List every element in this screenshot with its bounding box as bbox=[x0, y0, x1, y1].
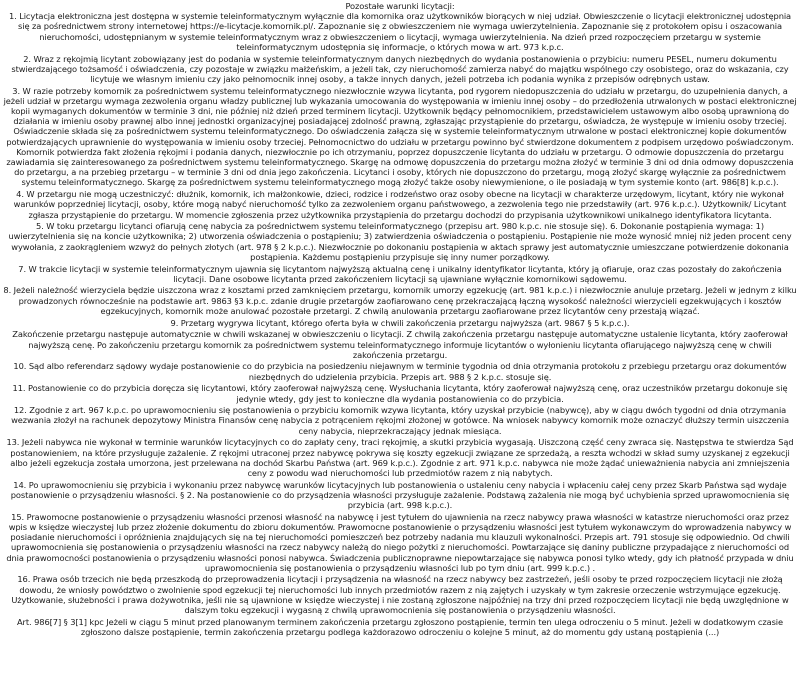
paragraph-9: 9. Przetarg wygrywa licytant, którego oferta była w chwili zakończenia przetargu najwyższa (art. 9867 § 5 k.p.c.). bbox=[170, 317, 630, 328]
paragraph-3: 3. W razie potrzeby komornik za pośrednictwem systemu teleinformatycznego niezwłocznie wzywa licytanta, pod rygorem niedopuszczenia do udziału w przetargu, do uzupełnienia danych, a jeżeli udział w przetargu wymaga zezwolenia organu władzy publicznej lub wykazania umocowania do występowania w imieniu innej osoby – do przedłożenia utrwalonych w postaci elektronicznej kopii wymaganych dokumentów w terminie 3 dni, nie później niż dzień przed terminem licytacji. Użytkownik będący pełnomocnikiem, przedstawicielem ustawowym albo osobą uprawnioną do działania w imieniu osoby prawnej albo innej jednostki organizacyjnej posiadającej zdolność prawną, zgłaszając przystąpienie do przetargu, oświadcza, że występuje w imieniu osoby trzeciej. Oświadczenie składa się za pośrednictwem systemu teleinformatycznego. Do oświadczenia załącza się w systemie teleinformatycznym utrwalone w postaci elektronicznej kopie dokumentów potwierdzających uprawnienie do występowania w imieniu osoby trzeciej. Pełnomocnictwo do udziału w przetargu powinno być stwierdzone dokumentem z podpisem urzędowo poświadczonym. Komornik potwierdza fakt złożenia rękojmi i podania danych, niezwłocznie po ich otrzymaniu, poprzez dopuszczenie licytanta do udziału w przetargu. O odmowie dopuszczenia do przetargu zawiadamia się zainteresowanego za pośrednictwem systemu teleinformatycznego. Skargę na odmowę dopuszczenia do przetargu można złożyć w terminie 3 dni od dnia odmowy dopuszczenia do przetargu, a na przebieg przetargu – w terminie 3 dni od dnia jego zakończenia. Licytanci i osoby, których nie dopuszczono do przetargu, mogą złożyć skargę wyłącznie za pośrednictwem systemu teleinformatycznego. Skargę za pośrednictwem systemu teleinformatycznego mogą złożyć także osoby niewymienione, o ile posiadają w tym systemie konto (art. 986[8] k.p.c.). bbox=[3, 85, 797, 188]
document-title: Pozostałe warunki licytacji: bbox=[345, 1, 455, 11]
paragraph-13: 13. Jeżeli nabywca nie wykonał w terminie warunków licytacyjnych co do zapłaty ceny, traci rękojmię, a skutki przybicia wygasają. Uiszczoną część ceny zwraca się. Następstwa te stwierdza Sąd postanowieniem, na które przysługuje zażalenie. Z rękojmi utraconej przez nabywcę pokrywa się koszty egzekucji związane ze sprzedażą, a reszta wchodzi w skład sumy uzyskanej z egzekucji albo jeżeli egzekucja została umorzona, jest przelewana na dochód Skarbu Państwa (art. 969 k.p.c.). Zgodnie z art. 971 k.p.c. nabywca nie może żądać unieważnienia nabycia ani zmniejszenia ceny z powodu wad nieruchomości lub przedmiotów razem z nią nabytych. bbox=[6, 437, 794, 478]
paragraph-art-986: Art. 986[7] § 3[1] kpc Jeżeli w ciągu 5 minut przed planowanym terminem zakończenia przetargu zgłoszono postąpienie, termin ten ulega odroczeniu o 5 minut. Jeżeli w dodatkowym czasie zgłoszono dalsze postąpienie, termin zakończenia przetargu podlega każdorazowo odroczeniu o kolejne 5 minut, aż do momentu gdy ustaną postąpienia (...) bbox=[16, 616, 784, 637]
paragraph-12: 12. Zgodnie z art. 967 k.p.c. po uprawomocnieniu się postanowienia o przybiciu komornik wzywa licytanta, który uzyskał przybicie (nabywcę), aby w ciągu dwóch tygodni od dnia otrzymania wezwania złożył na rachunek depozytowy Ministra Finansów cenę nabycia z potrąceniem rękojmi złożonej w gotówce. Na wniosek nabywcy komornik może oznaczyć dłuższy termin uiszczenia ceny nabycia, nieprzekraczający jednak miesiąca. bbox=[11, 405, 789, 436]
paragraph-1: 1. Licytacja elektroniczna jest dostępna w systemie teleinformatycznym wyłącznie dla komornika oraz użytkowników biorących w niej udział. Obwieszczenie o licytacji elektronicznej udostępnia się za pośrednictwem strony internetowej https://e-licytacje.komornik.pl/. Zapoznanie się z obwieszczeniem nie wymaga uwierzytelnienia. Zapoznanie się z protokołem opisu i oszacowania nieruchomości, udostępnianym w systemie teleinformatycznym wraz z obwieszczeniem o licytacji, wymaga uwierzytelnienia. Na dzień przed rozpoczęciem przetargu w systemie teleinformatycznym udostępnia się informacje, o których mowa w art. 973 k.p.c. bbox=[8, 11, 792, 52]
paragraph-10: 10. Sąd albo referendarz sądowy wydaje postanowienie co do przybicia na posiedzeniu niejawnym w terminie tygodnia od dnia otrzymania protokołu z przebiegu przetargu oraz dokumentów niezbędnych do udzielenia przybicia. Przepis art. 988 § 2 k.p.c. stosuje się. bbox=[13, 361, 787, 382]
paragraph-11: 11. Postanowienie co do przybicia doręcza się licytantowi, który zaoferował najwyższą cenę. Wysłuchania licytanta, który zaoferował najwyższą cenę, oraz uczestników przetargu dokonuje się jedynie wtedy, gdy jest to konieczne dla wydania postanowienia co do przybicia. bbox=[12, 383, 788, 404]
paragraph-auction-end: Zakończenie przetargu następuje automatycznie w chwili wskazanej w obwieszczeniu o licytacji. Z chwilą zakończenia przetargu następuje automatyczne ustalenie licytanta, który zaoferował najwyższą cenę. Po zakończeniu przetargu komornik za pośrednictwem systemu teleinformatycznego informuje licytantów o wyłonieniu licytanta ofiarującego najwyższą cenę w chwili zakończenia przetargu. bbox=[12, 329, 788, 360]
paragraph-4: 4. W przetargu nie mogą uczestniczyć: dłużnik, komornik, ich małżonkowie, dzieci, rodzice i rodzeństwo oraz osoby obecne na licytacji w charakterze urzędowym, licytant, który nie wykonał warunków poprzedniej licytacji, osoby, które mogą nabyć nieruchomość tylko za zezwoleniem organu państwowego, a zezwolenia tego nie przedstawiły (art. 976 k.p.c.). Użytkownik/ Licytant zgłasza przystąpienie do przetargu. W momencie zgłoszenia przez użytkownika przystąpienia do przetargu dochodzi do przypisania użytkownikowi unikalnego identyfikatora licytanta. bbox=[13, 189, 787, 220]
paragraph-8: 8. Jeżeli należność wierzyciela będzie uiszczona wraz z kosztami przed zamknięciem przetargu, komornik umorzy egzekucję (art. 981 k.p.c.) i niezwłocznie anuluje przetarg. Jeżeli w jednym z kilku prowadzonych równocześnie na podstawie art. 9863 §3 k.p.c. zdanie drugie przetargów zaofiarowano cenę przekraczającą łączną wysokość należności wierzycieli egzekwujących i kosztów egzekucyjnych, komornik może anulować pozostałe przetargi. Z chwilą anulowania przetargu zaofiarowane przez licytantów ceny przestają wiązać. bbox=[3, 285, 797, 316]
paragraph-5-6: 5. W toku przetargu licytanci ofiarują cenę nabycia za pośrednictwem systemu teleinformatycznego (przepisu art. 980 k.p.c. nie stosuje się). 6. Dokonanie postąpienia wymaga: 1) uwierzytelnienia się na koncie użytkownika; 2) utworzenia oświadczenia o postąpieniu; 3) zatwierdzenia oświadczenia o postąpieniu. Postąpienie nie może wynosić mniej niż jeden procent ceny wywołania, z zaokrągleniem wzwyż do pełnych złotych (art. 978 § 2 k.p.c.). Niezwłocznie po dokonaniu postąpienia w aktach sprawy jest automatycznie umieszczane potwierdzenie dokonania postąpienia. Każdemu postąpieniu przypisuje się inny numer porządkowy. bbox=[8, 221, 792, 262]
paragraph-15: 15. Prawomocne postanowienie o przysądzeniu własności przenosi własność na nabywcę i jest tytułem do ujawnienia na rzecz nabywcy prawa własności w katastrze nieruchomości oraz przez wpis w księdze wieczystej lub przez złożenie dokumentu do zbioru dokumentów. Prawomocne postanowienie o przysądzeniu własności jest tytułem wykonawczym do wprowadzenia nabywcy w posiadanie nieruchomości i opróżnienia znajdujących się na tej nieruchomości pomieszczeń bez potrzeby nadania mu klauzuli wykonalności. Przepis art. 791 stosuje się odpowiednio. Od chwili uprawomocnienia się postanowienia o przysądzeniu własności na rzecz nabywcy należą do niego pożytki z nieruchomości. Powtarzające się daniny publiczne przypadające z nieruchomości od dnia prawomocności postanowienia o przysądzeniu własności ponosi nabywca. Świadczenia publicznoprawne niepowtarzające się nabywca ponosi tylko wtedy, gdy ich płatność przypada w dniu uprawomocnienia się postanowienia o przysądzeniu własności lub po tym dniu (art. 999 k.p.c.) . bbox=[6, 511, 794, 573]
paragraph-2: 2. Wraz z rękojmią licytant zobowiązany jest do podania w systemie teleinformatycznym danych niezbędnych do wydania postanowienia o przybiciu: numeru PESEL, numeru dokumentu stwierdzającego tożsamość i oświadczenia, czy pozostaje w związku małżeńskim, a jeżeli tak, czy nieruchomość zamierza nabyć do majątku wspólnego czy osobistego, oraz do wskazania, czy licytuje we własnym imieniu czy jako pełnomocnik innej osoby, a także innych danych, jeżeli potrzeba ich podania wynika z przepisów odrębnych ustaw. bbox=[11, 53, 789, 84]
paragraph-16: 16. Prawa osób trzecich nie będą przeszkodą do przeprowadzenia licytacji i przysądzenia na własność na rzecz nabywcy bez zastrzeżeń, jeśli osoby te przed rozpoczęciem licytacji nie złożą dowodu, że wniosły powództwo o zwolnienie spod egzekucji tej nieruchomości lub innych przedmiotów razem z nią zajętych i uzyskały w tym zakresie orzeczenie wstrzymujące egzekucję. Użytkowanie, służebności i prawa dożywotnika, jeśli nie są ujawnione w księdze wieczystej i nie zostaną zgłoszone najpóźniej na trzy dni przed rozpoczęciem licytacji nie będą uwzględnione w dalszym toku egzekucji i wygasną z chwilą uprawomocnienia się postanowienia o przysądzeniu własności. bbox=[11, 574, 789, 616]
paragraph-7: 7. W trakcie licytacji w systemie teleinformatycznym ujawnia się licytantom najwyższą aktualną cenę i unikalny identyfikator licytanta, który ją ofiaruje, oraz czas pozostały do zakończenia licytacji. Dane osobowe licytanta przed zakończeniem licytacji są ujawniane wyłącznie komornikowi sądowemu. bbox=[18, 263, 782, 284]
paragraph-14: 14. Po uprawomocnieniu się przybicia i wykonaniu przez nabywcę warunków licytacyjnych lub postanowienia o ustaleniu ceny nabycia i wpłaceniu całej ceny przez Skarb Państwa sąd wydaje postanowienie o przysądzeniu własności. § 2. Na postanowienie co do przysądzenia własności przysługuje zażalenie. Podstawą zażalenia nie mogą być uchybienia sprzed uprawomocnienia się przybicia (art. 998 k.p.c.). bbox=[10, 479, 790, 511]
